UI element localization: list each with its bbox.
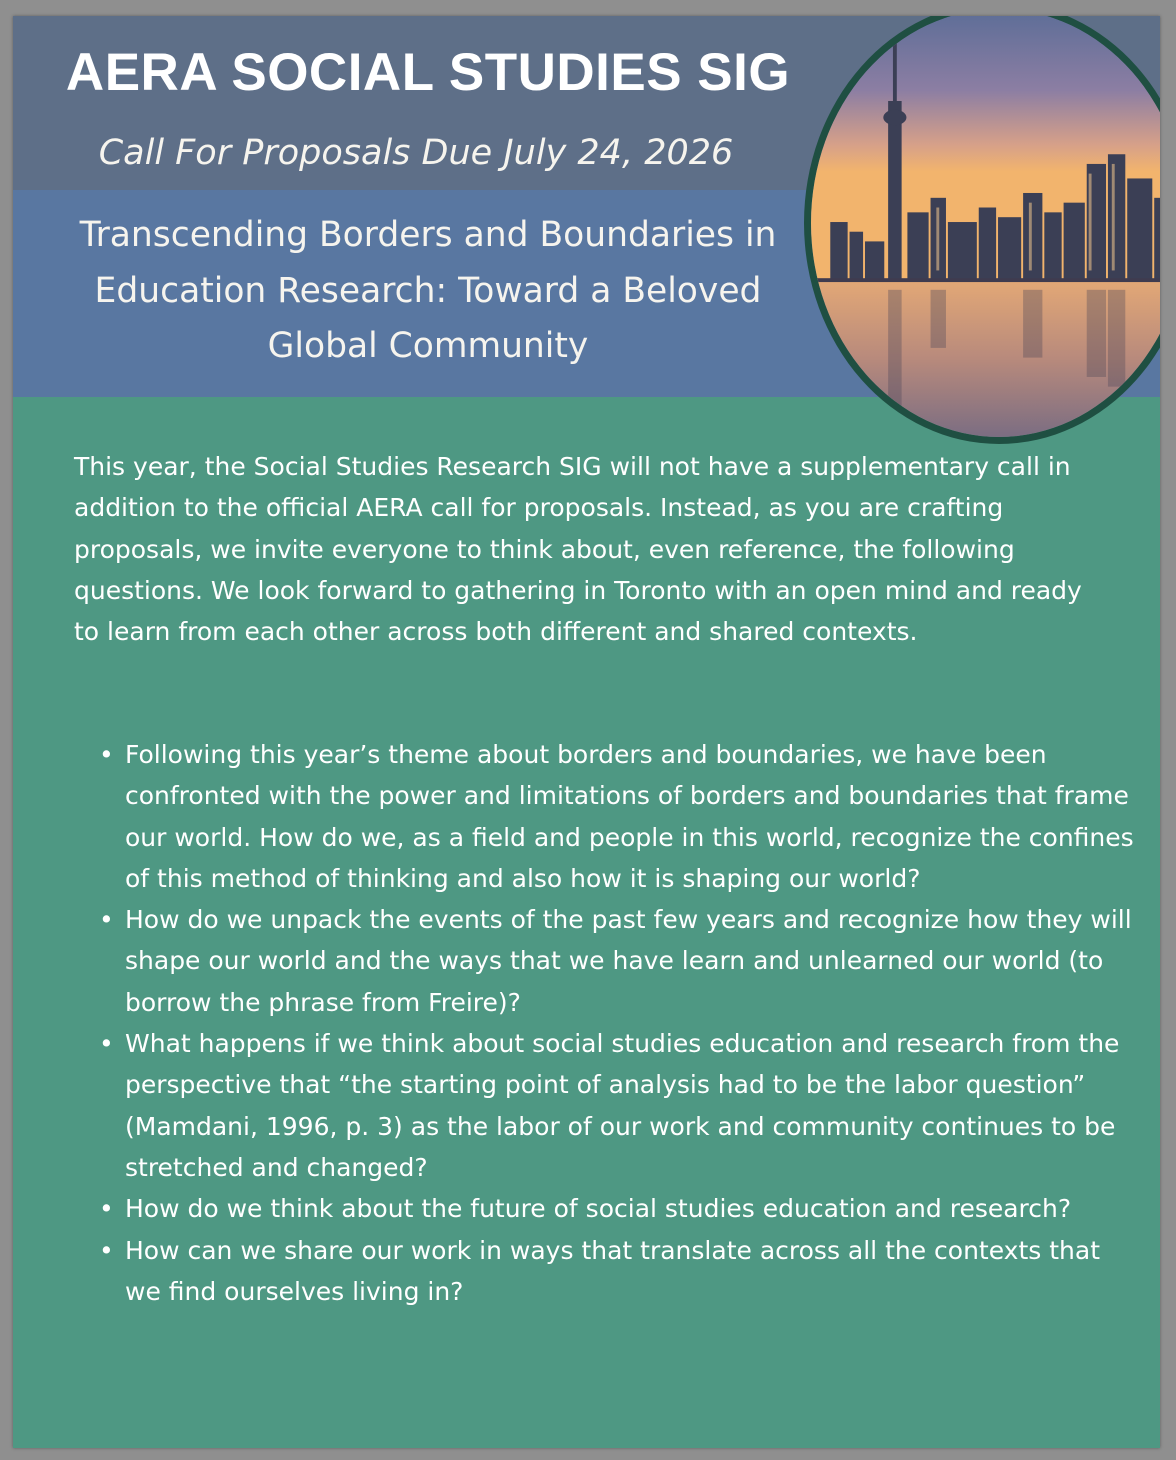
question-text: How can we share our work in ways that translate across all the contexts that we find ourselves living in? (125, 1235, 1101, 1306)
list-item (99, 1188, 1135, 1229)
bullet-icon: • (99, 1029, 114, 1059)
list-item (99, 734, 1135, 899)
question-text: What happens if we think about social studies education and research from the perspective that “the starting point of analysis had to be the labor question” (Mamdani, 1996, p. 3) as the labor of our work and community continues to be stretched and changed? (125, 1029, 1120, 1182)
list-item (99, 1023, 1135, 1188)
intro-paragraph: This year, the Social Studies Research SIG will not have a supplementary call in addition to the official AERA call for proposals. Instead, as you are crafting proposals, we invite everyone to think about, even reference, the following questions. We look forward to gathering in Toronto with an open mind and ready to learn from each other across both different and shared contexts. (74, 452, 1082, 647)
conference-theme: Transcending Borders and Boundaries in Education Research: Toward a Beloved Global Community (79, 215, 777, 366)
question-text: How do we unpack the events of the past few years and recognize how they will shape our world and the ways that we have learn and unlearned our world (to borrow the phrase from Freire)? (125, 905, 1132, 1017)
bullet-icon: • (99, 1235, 114, 1265)
bullet-icon: • (99, 1194, 114, 1224)
bullet-icon: • (99, 740, 114, 769)
question-text: How do we think about the future of social studies education and research? (125, 1194, 1072, 1224)
deadline-subtitle: Call For Proposals Due July 24, 2026 (98, 133, 734, 173)
page-title: AERA SOCIAL STUDIES SIG (65, 43, 791, 102)
bullet-icon: • (99, 905, 114, 935)
list-item (99, 899, 1135, 1023)
list-item (99, 1230, 1135, 1313)
question-list (99, 734, 1135, 1312)
question-text: Following this year’s theme about borders and boundaries, we have been confronted with the power and limitations of borders and boundaries that frame our world. How do we, as a field and people in this world, recognize the confines of this method of thinking and also how it is shaping our world? (125, 740, 1134, 893)
flyer-page (13, 16, 1160, 1448)
